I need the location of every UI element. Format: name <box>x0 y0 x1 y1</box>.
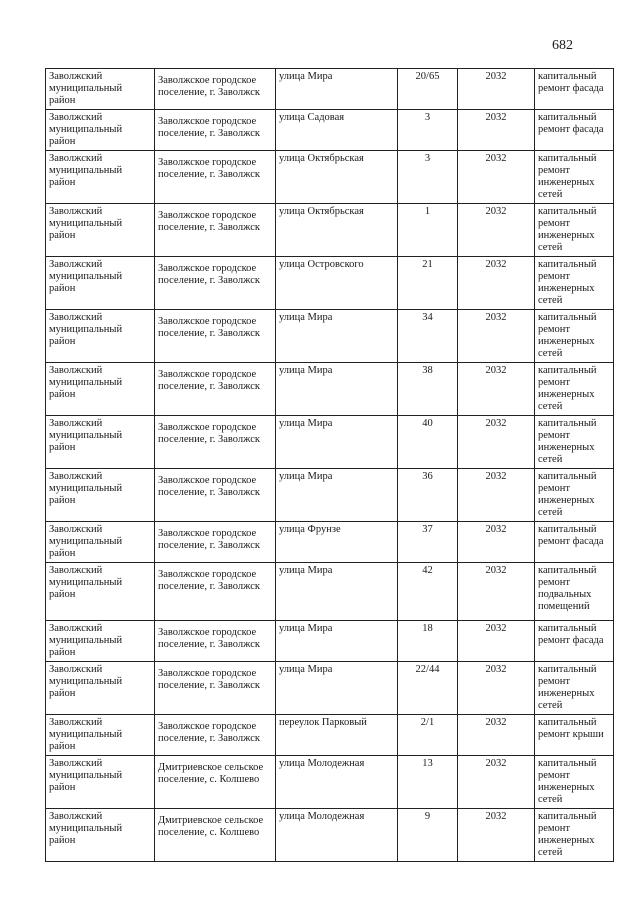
municipality-cell: Заволжский муниципальный район <box>46 204 155 257</box>
settlement-cell <box>155 809 276 862</box>
municipality-cell: Заволжский муниципальный район <box>46 662 155 715</box>
work-type-cell: капитальный ремонт инженерных сетей <box>535 809 614 862</box>
municipality-cell: Заволжский муниципальный район <box>46 522 155 563</box>
house-number-cell: 13 <box>398 756 458 809</box>
street-cell: улица Октябрьская <box>276 204 398 257</box>
settlement-cell <box>155 715 276 756</box>
municipality-cell: Заволжский муниципальный район <box>46 257 155 310</box>
table-row <box>46 563 614 621</box>
table-row <box>46 204 614 257</box>
table-row <box>46 257 614 310</box>
table-body <box>46 69 614 862</box>
settlement-cell <box>155 257 276 310</box>
settlement-text: Дмитриевское сельское поселение, с. Колшево <box>158 762 264 785</box>
table-row <box>46 310 614 363</box>
municipality-cell: Заволжский муниципальный район <box>46 809 155 862</box>
table-row <box>46 69 614 110</box>
house-number-cell: 42 <box>398 563 458 621</box>
street-cell: улица Мира <box>276 69 398 110</box>
year-cell: 2032 <box>458 416 535 469</box>
settlement-cell <box>155 469 276 522</box>
settlement-text: Заволжское городское поселение, г. Заволжск <box>158 422 260 445</box>
table-row <box>46 151 614 204</box>
work-type-cell: капитальный ремонт инженерных сетей <box>535 662 614 715</box>
settlement-cell <box>155 563 276 621</box>
year-cell: 2032 <box>458 756 535 809</box>
settlement-text: Заволжское городское поселение, г. Заволжск <box>158 475 260 498</box>
year-cell: 2032 <box>458 662 535 715</box>
table-row <box>46 809 614 862</box>
municipality-cell: Заволжский муниципальный район <box>46 363 155 416</box>
street-cell: улица Островского <box>276 257 398 310</box>
street-cell: улица Садовая <box>276 110 398 151</box>
municipality-cell: Заволжский муниципальный район <box>46 469 155 522</box>
street-cell: улица Фрунзе <box>276 522 398 563</box>
settlement-text: Заволжское городское поселение, г. Заволжск <box>158 316 260 339</box>
house-number-cell: 3 <box>398 151 458 204</box>
settlement-text: Заволжское городское поселение, г. Заволжск <box>158 157 260 180</box>
work-type-cell: капитальный ремонт инженерных сетей <box>535 756 614 809</box>
work-type-cell: капитальный ремонт инженерных сетей <box>535 469 614 522</box>
street-cell: улица Молодежная <box>276 809 398 862</box>
municipality-cell: Заволжский муниципальный район <box>46 563 155 621</box>
work-type-cell: капитальный ремонт инженерных сетей <box>535 151 614 204</box>
year-cell: 2032 <box>458 363 535 416</box>
settlement-text: Заволжское городское поселение, г. Заволжск <box>158 263 260 286</box>
settlement-cell <box>155 416 276 469</box>
street-cell: улица Мира <box>276 310 398 363</box>
settlement-text: Заволжское городское поселение, г. Заволжск <box>158 528 260 551</box>
house-number-cell: 2/1 <box>398 715 458 756</box>
house-number-cell: 34 <box>398 310 458 363</box>
settlement-text: Заволжское городское поселение, г. Заволжск <box>158 721 260 744</box>
table-row <box>46 756 614 809</box>
municipality-cell: Заволжский муниципальный район <box>46 715 155 756</box>
settlement-cell <box>155 110 276 151</box>
house-number-cell: 36 <box>398 469 458 522</box>
municipality-cell: Заволжский муниципальный район <box>46 621 155 662</box>
work-type-cell: капитальный ремонт фасада <box>535 621 614 662</box>
settlement-text: Заволжское городское поселение, г. Заволжск <box>158 210 260 233</box>
year-cell: 2032 <box>458 469 535 522</box>
house-number-cell: 22/44 <box>398 662 458 715</box>
house-number-cell: 21 <box>398 257 458 310</box>
settlement-text: Заволжское городское поселение, г. Заволжск <box>158 116 260 139</box>
settlement-cell <box>155 151 276 204</box>
settlement-cell <box>155 522 276 563</box>
settlement-cell <box>155 621 276 662</box>
house-number-cell: 9 <box>398 809 458 862</box>
work-type-cell: капитальный ремонт фасада <box>535 522 614 563</box>
work-type-cell: капитальный ремонт инженерных сетей <box>535 204 614 257</box>
municipality-cell: Заволжский муниципальный район <box>46 756 155 809</box>
work-type-cell: капитальный ремонт инженерных сетей <box>535 416 614 469</box>
house-number-cell: 3 <box>398 110 458 151</box>
municipality-cell: Заволжский муниципальный район <box>46 69 155 110</box>
settlement-cell <box>155 756 276 809</box>
street-cell: улица Мира <box>276 469 398 522</box>
table-row <box>46 522 614 563</box>
municipality-cell: Заволжский муниципальный район <box>46 416 155 469</box>
table-row <box>46 469 614 522</box>
municipality-cell: Заволжский муниципальный район <box>46 110 155 151</box>
settlement-cell <box>155 363 276 416</box>
settlement-text: Заволжское городское поселение, г. Заволжск <box>158 668 260 691</box>
house-number-cell: 38 <box>398 363 458 416</box>
work-type-cell: капитальный ремонт крыши <box>535 715 614 756</box>
year-cell: 2032 <box>458 69 535 110</box>
street-cell: улица Мира <box>276 621 398 662</box>
street-cell: переулок Парковый <box>276 715 398 756</box>
settlement-cell <box>155 204 276 257</box>
settlement-text: Заволжское городское поселение, г. Заволжск <box>158 627 260 650</box>
street-cell: улица Мира <box>276 416 398 469</box>
work-type-cell: капитальный ремонт инженерных сетей <box>535 257 614 310</box>
street-cell: улица Молодежная <box>276 756 398 809</box>
settlement-text: Заволжское городское поселение, г. Заволжск <box>158 75 260 98</box>
work-type-cell: капитальный ремонт фасада <box>535 69 614 110</box>
year-cell: 2032 <box>458 715 535 756</box>
municipality-cell: Заволжский муниципальный район <box>46 151 155 204</box>
settlement-cell <box>155 69 276 110</box>
municipality-cell: Заволжский муниципальный район <box>46 310 155 363</box>
year-cell: 2032 <box>458 110 535 151</box>
settlement-cell <box>155 662 276 715</box>
year-cell: 2032 <box>458 621 535 662</box>
table-row <box>46 715 614 756</box>
settlement-cell <box>155 310 276 363</box>
work-type-cell: капитальный ремонт фасада <box>535 110 614 151</box>
work-type-cell: капитальный ремонт подвальных помещений <box>535 563 614 621</box>
work-type-cell: капитальный ремонт инженерных сетей <box>535 363 614 416</box>
house-number-cell: 1 <box>398 204 458 257</box>
table-row <box>46 416 614 469</box>
year-cell: 2032 <box>458 151 535 204</box>
street-cell: улица Мира <box>276 662 398 715</box>
house-number-cell: 18 <box>398 621 458 662</box>
year-cell: 2032 <box>458 257 535 310</box>
settlement-text: Дмитриевское сельское поселение, с. Колшево <box>158 815 264 838</box>
work-type-cell: капитальный ремонт инженерных сетей <box>535 310 614 363</box>
table-row <box>46 662 614 715</box>
table-row <box>46 110 614 151</box>
house-number-cell: 37 <box>398 522 458 563</box>
table-row <box>46 621 614 662</box>
street-cell: улица Мира <box>276 363 398 416</box>
year-cell: 2032 <box>458 563 535 621</box>
year-cell: 2032 <box>458 522 535 563</box>
page-number: 682 <box>552 38 573 53</box>
street-cell: улица Мира <box>276 563 398 621</box>
settlement-text: Заволжское городское поселение, г. Заволжск <box>158 569 260 592</box>
street-cell: улица Октябрьская <box>276 151 398 204</box>
house-number-cell: 40 <box>398 416 458 469</box>
year-cell: 2032 <box>458 204 535 257</box>
settlement-text: Заволжское городское поселение, г. Заволжск <box>158 369 260 392</box>
repair-schedule-table <box>45 68 614 862</box>
year-cell: 2032 <box>458 809 535 862</box>
year-cell: 2032 <box>458 310 535 363</box>
table-row <box>46 363 614 416</box>
house-number-cell: 20/65 <box>398 69 458 110</box>
